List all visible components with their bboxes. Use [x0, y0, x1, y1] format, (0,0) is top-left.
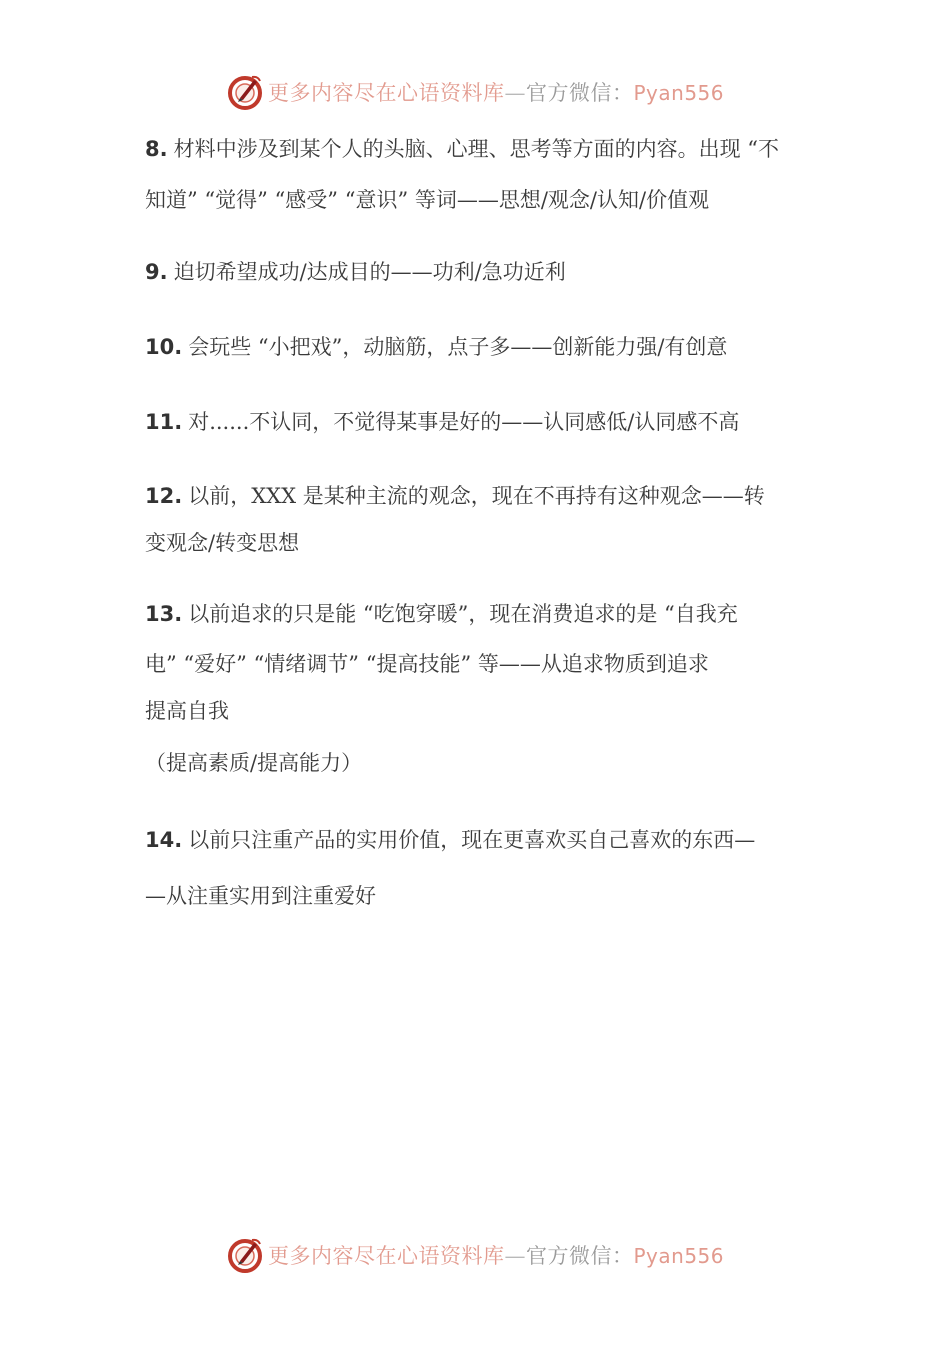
- item-text: 以前只注重产品的实用价值，现在更喜欢买自己喜欢的东西—: [188, 828, 756, 852]
- list-item-13-line-2: [145, 650, 709, 678]
- watermark-dash: —: [504, 81, 526, 105]
- list-item-10-line-1: [145, 333, 727, 361]
- item-text: 提高自我: [145, 699, 229, 723]
- item-text: 知道” “觉得” “感受” “意识” 等词——思想/观念/认知/价值观: [145, 188, 710, 212]
- item-text: 变观念/转变思想: [145, 531, 300, 555]
- list-item-13-line-1: [145, 600, 738, 628]
- watermark-official: 官方微信：: [525, 81, 634, 105]
- watermark-text: [268, 77, 724, 107]
- list-item-14-line-2: [145, 882, 376, 910]
- item-text: —从注重实用到注重爱好: [145, 884, 376, 908]
- item-number: 8.: [145, 137, 168, 161]
- brand-logo-icon: [226, 1235, 266, 1275]
- watermark-main: 更多内容尽在心语资料库: [267, 1244, 505, 1268]
- list-item-13-line-4: [145, 749, 362, 777]
- item-text: 材料中涉及到某个人的头脑、心理、思考等方面的内容。出现 “不: [173, 137, 780, 161]
- list-item-13-line-3: [145, 697, 229, 725]
- item-number: 11.: [145, 410, 183, 434]
- item-number: 10.: [145, 335, 183, 359]
- item-text: （提高素质/提高能力）: [145, 751, 363, 775]
- list-item-12-line-1: [145, 482, 765, 510]
- header-watermark: [0, 70, 950, 114]
- item-text: 会玩些 “小把戏”，动脑筋，点子多——创新能力强/有创意: [188, 335, 728, 359]
- item-text: 以前，XXX 是某种主流的观念，现在不再持有这种观念——转: [188, 484, 765, 508]
- footer-watermark: [0, 1233, 950, 1277]
- list-item-14-line-1: [145, 826, 755, 854]
- list-item-12-line-2: [145, 529, 299, 557]
- item-number: 13.: [145, 602, 183, 626]
- watermark-wechat-id: Pyan556: [633, 1244, 724, 1268]
- item-number: 14.: [145, 828, 183, 852]
- watermark-wechat-id: Pyan556: [633, 81, 724, 105]
- watermark-official: 官方微信：: [525, 1244, 634, 1268]
- watermark-dash: —: [504, 1244, 526, 1268]
- item-number: 12.: [145, 484, 183, 508]
- list-item-9-line-1: [145, 258, 566, 286]
- item-number: 9.: [145, 260, 168, 284]
- list-item-8-line-2: [145, 186, 709, 214]
- list-item-8-line-1: [145, 135, 779, 163]
- brand-logo-icon: [226, 72, 266, 112]
- watermark-text: [268, 1240, 724, 1270]
- list-item-11-line-1: [145, 408, 739, 436]
- item-text: 迫切希望成功/达成目的——功利/急功近利: [173, 260, 566, 284]
- item-text: 以前追求的只是能 “吃饱穿暖”，现在消费追求的是 “自我充: [188, 602, 738, 626]
- item-text: 对......不认同，不觉得某事是好的——认同感低/认同感不高: [188, 410, 740, 434]
- item-text: 电” “爱好” “情绪调节” “提高技能” 等——从追求物质到追求: [145, 652, 709, 676]
- watermark-main: 更多内容尽在心语资料库: [267, 81, 505, 105]
